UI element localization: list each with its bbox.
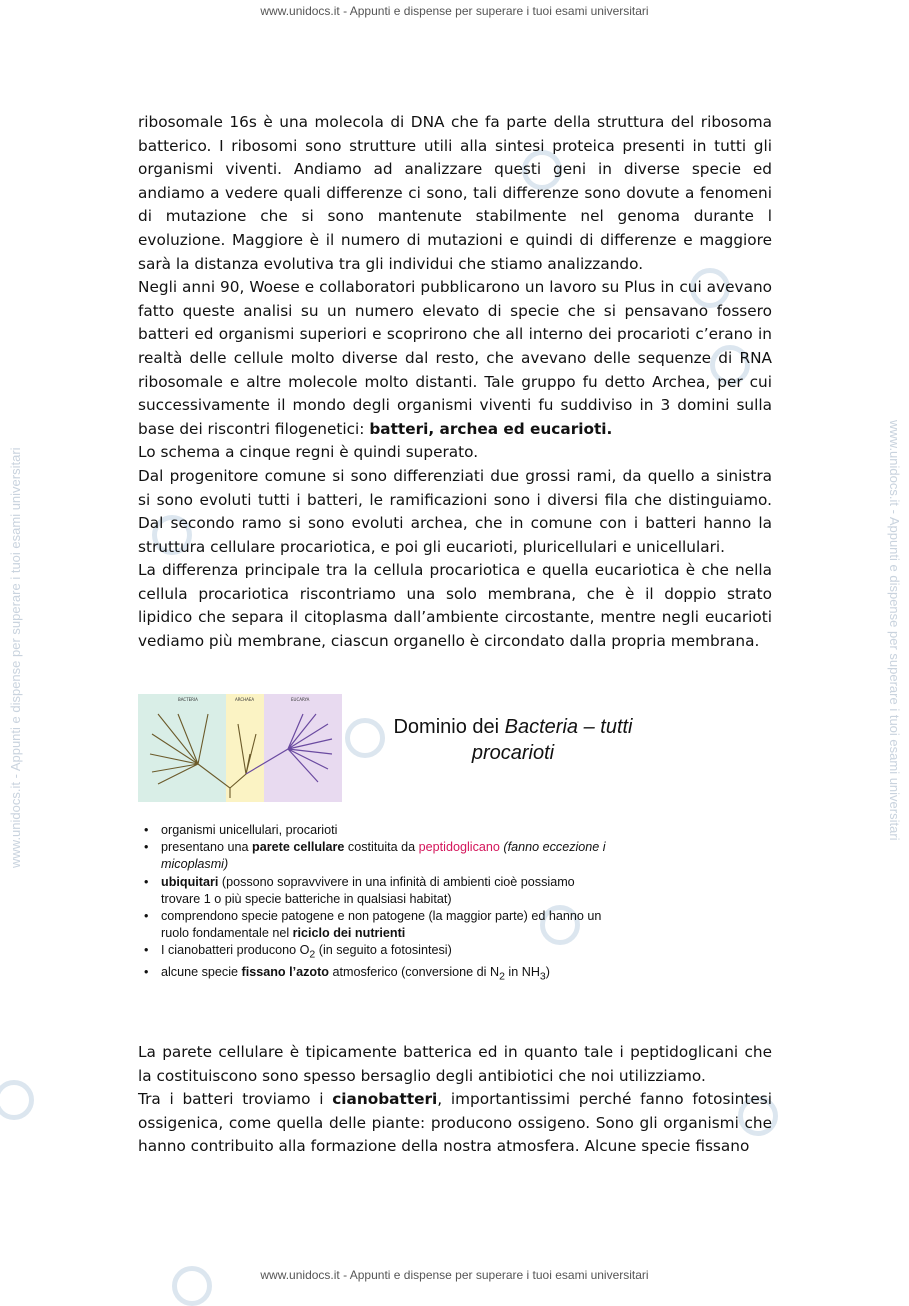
bullet-item: • organismi unicellulari, procarioti [142,822,616,839]
phylogenetic-tree-image [138,694,342,802]
slide-bullet-list [142,822,616,986]
watermark-logo [0,1080,34,1120]
paragraph: Tra i batteri troviamo i cianobatteri, importantissimi perché fanno fotosintesi ossigenica, come quella delle piante: producono ossigeno. Sono gli organismi che hanno contribuito alla formazione della nostra atmosfera. Alcune specie fissano [138,1090,772,1156]
watermark-logo [172,1266,212,1306]
tree-label-archaea: ARCHAEA [235,697,255,702]
body-text-bottom [138,1041,772,1159]
tree-label-eucarya: EUCARYA [291,697,310,702]
slide-figure [138,692,633,997]
slide-title: Dominio dei Bacteria – tutti procarioti [393,716,633,764]
paragraph: ribosomale 16s è una molecola di DNA che fa parte della struttura del ribosoma batterico. I ribosomi sono strutture utili alla sintesi proteica presenti in tutti gli organismi viventi. Andiamo ad analizzare questi geni in diverse specie ed andiamo a vedere quali differenze ci sono, tali differenze sono dovute a fenomeni di mutazione che si sono mantenute stabilmente nel genoma durante l evoluzione. Maggiore è il numero di mutazioni e quindi di differenze e maggiore sarà la distanza evolutiva tra gli individui che stiamo analizzando. [138,113,772,273]
bullet-item: • I cianobatteri producono $O_2$ (in seguito a fotosintesi) [142,942,616,964]
tree-label-bacteria: BACTERIA [178,697,198,702]
paragraph: Lo schema a cinque regni è quindi superato. [138,443,479,462]
paragraph: Dal progenitore comune si sono differenziati due grossi rami, da quello a sinistra si sono evoluti tutti i batteri, le ramificazioni sono i diversi fila che distinguiamo. Dal secondo ramo si sono evoluti archea, che in comune con i batteri hanno la struttura cellulare procariotica, e poi gli eucarioti, pluricellulari e unicellulari. [138,466,772,556]
bullet-item: • comprendono specie patogene e non patogene (la maggior parte) ed hanno un ruolo fondamentale nel riciclo dei nutrienti [142,908,616,942]
cianobatteri-bold: cianobatteri [332,1090,438,1109]
bullet-item: • presentano una parete cellulare costituita da peptidoglicano (fanno eccezione i micoplasmi) [142,839,616,873]
paragraph: La differenza principale tra la cellula procariotica e quella eucariotica è che nella cellula procariotica riscontriamo una solo membrana, che è il doppio strato lipidico che separa il citoplasma dall’ambiente circostante, mentre negli eucarioti vediamo più membrane, ciascun organello è circondato dalla propria membrana. [138,561,772,651]
watermark-left: www.unidocs.it - Appunti e dispense per superare i tuoi esami universitari [8,447,23,868]
watermark-right: www.unidocs.it - Appunti e dispense per superare i tuoi esami universitari [887,420,902,841]
page-header: www.unidocs.it - Appunti e dispense per superare i tuoi esami universitari [260,4,649,18]
paragraph: La parete cellulare è tipicamente batterica ed in quanto tale i peptidoglicani che la costituiscono sono spesso bersaglio degli antibiotici che noi utilizziamo. [138,1043,772,1085]
page-footer: www.unidocs.it - Appunti e dispense per superare i tuoi esami universitari [260,1268,649,1282]
body-text-top [138,111,772,654]
domains-bold: batteri, archea ed eucarioti. [369,419,613,438]
bullet-item: • ubiquitari (possono sopravvivere in una infinità di ambienti cioè possiamo trovare 1 o più specie batteriche in qualsiasi habitat) [142,874,616,908]
bullet-item: • alcune specie fissano l’azoto atmosferico (conversione di $N_2$ in $NH_3$) [142,964,616,986]
paragraph: Negli anni 90, Woese e collaboratori pubblicarono un lavoro su Plus in cui avevano fatto queste analisi su un numero elevato di specie che si pensavano fossero batteri ed organismi superiori e scoprirono che all interno dei procarioti c’erano in realtà delle cellule molto diverse dal resto, che avevano delle sequenze di RNA ribosomale e altre molecole molto distanti. Tale gruppo fu detto Archea, per cui successivamente il mondo degli organismi viventi fu suddiviso in 3 domini sulla base dei riscontri filogenetici: batteri, archea ed eucarioti. [138,278,772,438]
